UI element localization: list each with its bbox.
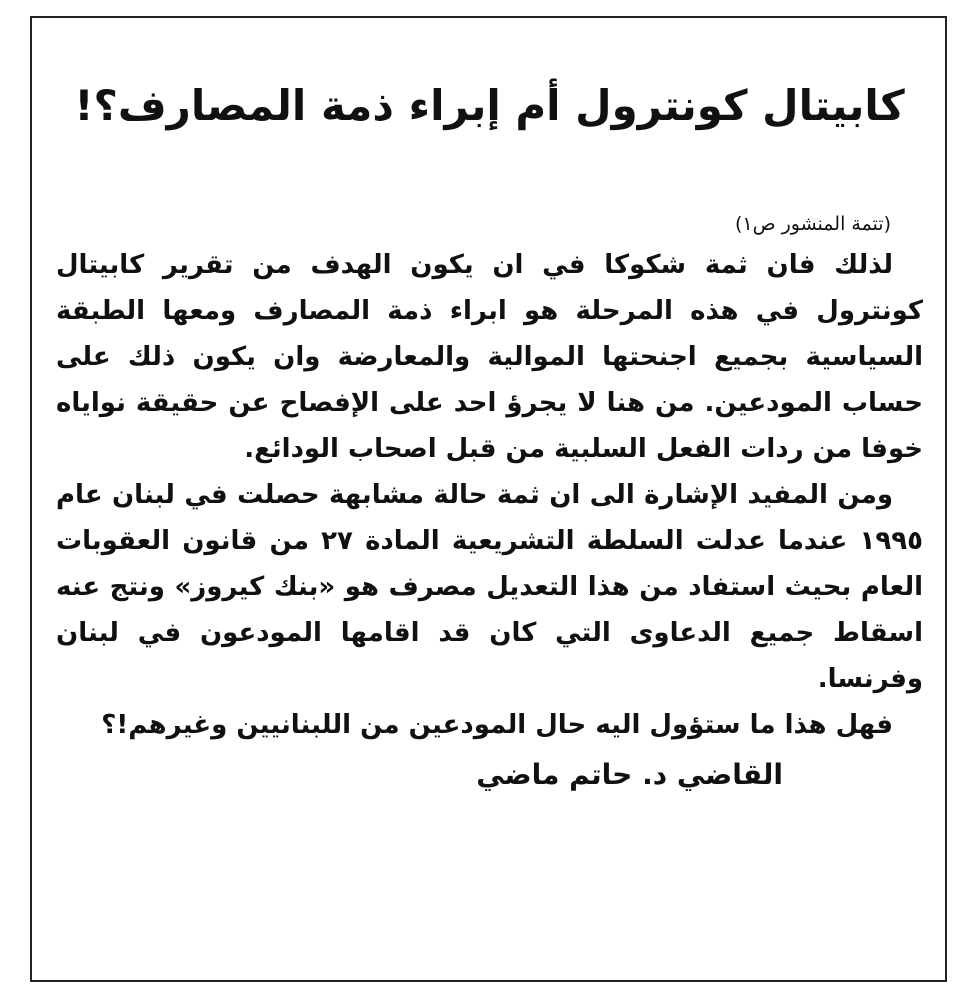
author-signature: القاضي د. حاتم ماضي (476, 758, 783, 791)
article-body (56, 242, 923, 748)
article-title: كابيتال كونترول أم إبراء ذمة المصارف؟! (74, 81, 905, 130)
paragraph-2: ومن المفيد الإشارة الى ان ثمة حالة مشابهة حصلت في لبنان عام ١٩٩٥ عندما عدلت السلطة التشريعية المادة ٢٧ من قانون العقوبات العام بحيث استفاد من هذا التعديل مصرف هو «بنك كيروز» ونتج عنه اسقاط جميع الدعاوى التي كان قد اقامها المودعون في لبنان وفرنسا. (56, 480, 923, 694)
article-content (56, 18, 923, 798)
paragraph-3: فهل هذا ما ستؤول اليه حال المودعين من اللبنانيين وغيرهم!؟ (101, 710, 893, 740)
continuation-note: (تتمة المنشور ص١) (734, 213, 891, 235)
article-frame (30, 16, 947, 982)
paragraph-1: لذلك فان ثمة شكوكا في ان يكون الهدف من تقرير كابيتال كونترول في هذه المرحلة هو ابراء ذمة المصارف ومعها الطبقة السياسية بجميع اجنحتها الموالية والمعارضة وان يكون ذلك على حساب المودعين. من هنا لا يجرؤ احد على الإفصاح عن حقيقة نواياه خوفا من ردات الفعل السلبية من قبل اصحاب الودائع. (56, 250, 923, 464)
